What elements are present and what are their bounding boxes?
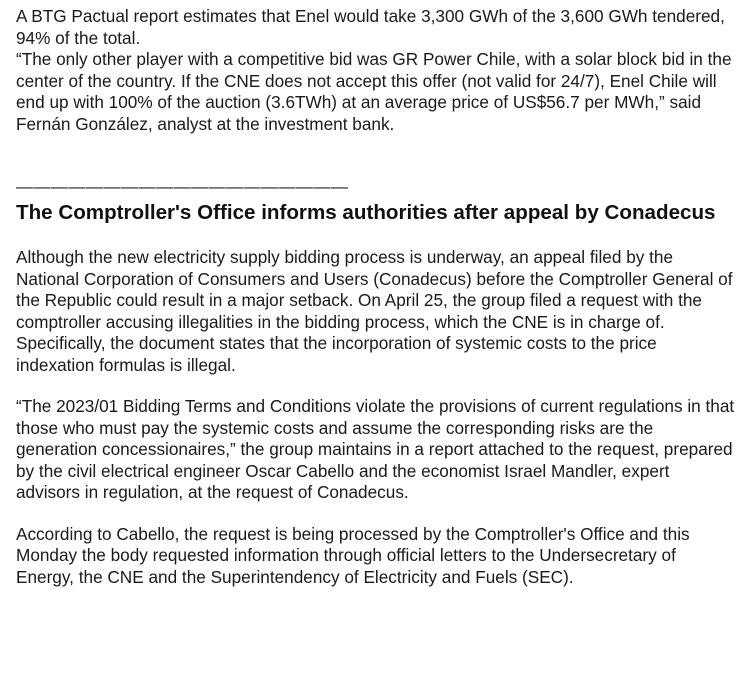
body-paragraph-3: According to Cabello, the request is being processed by the Comptroller's Office and this Monday the body requested information through official letters to the Undersecretary of Energy, the CNE and the Superintendency of Electricity and Fuels (SEC). <box>16 523 690 587</box>
paragraph-gap <box>16 227 736 247</box>
intro-paragraph-2: “The only other player with a competitive bid was GR Power Chile, with a solar block bid in the center of the country. If the CNE does not accept this offer (not valid for 24/7), Enel Chile will end up with 100% of the auction (3.6TWh) at an average price of US$56.7 per MWh,” said Fernán González, analyst at the investment bank. <box>16 49 732 134</box>
body-paragraph-2: “The 2023/01 Bidding Terms and Conditions violate the provisions of current regulations in that those who must pay the systemic costs and assume the corresponding risks are the generation concessionaires,” the group maintains in a report attached to the request, prepared by the civil electrical engineer Oscar Cabello and the economist Israel Mandler, expert advisors in regulation, at the request of Conadecus. <box>16 396 735 502</box>
paragraph-gap <box>16 376 736 396</box>
section-heading: The Comptroller's Office informs authorities after appeal by Conadecus <box>16 201 716 224</box>
section-divider: ——————————————————— <box>16 177 349 196</box>
section-gap <box>16 135 736 177</box>
body-paragraph-1: Although the new electricity supply bidding process is underway, an appeal filed by the National Corporation of Consumers and Users (Conadecus) before the Comptroller General of the Republic could result in a major setback. On April 25, the group filed a request with the comptroller accusing illegalities in the bidding process, which the CNE is in charge of. Specifically, the document states that the incorporation of systemic costs to the price indexation formulas is illegal. <box>16 247 733 375</box>
paragraph-gap <box>16 504 736 524</box>
intro-paragraph-1: A BTG Pactual report estimates that Enel would take 3,300 GWh of the 3,600 GWh tendered, 94% of the total. <box>16 6 725 48</box>
